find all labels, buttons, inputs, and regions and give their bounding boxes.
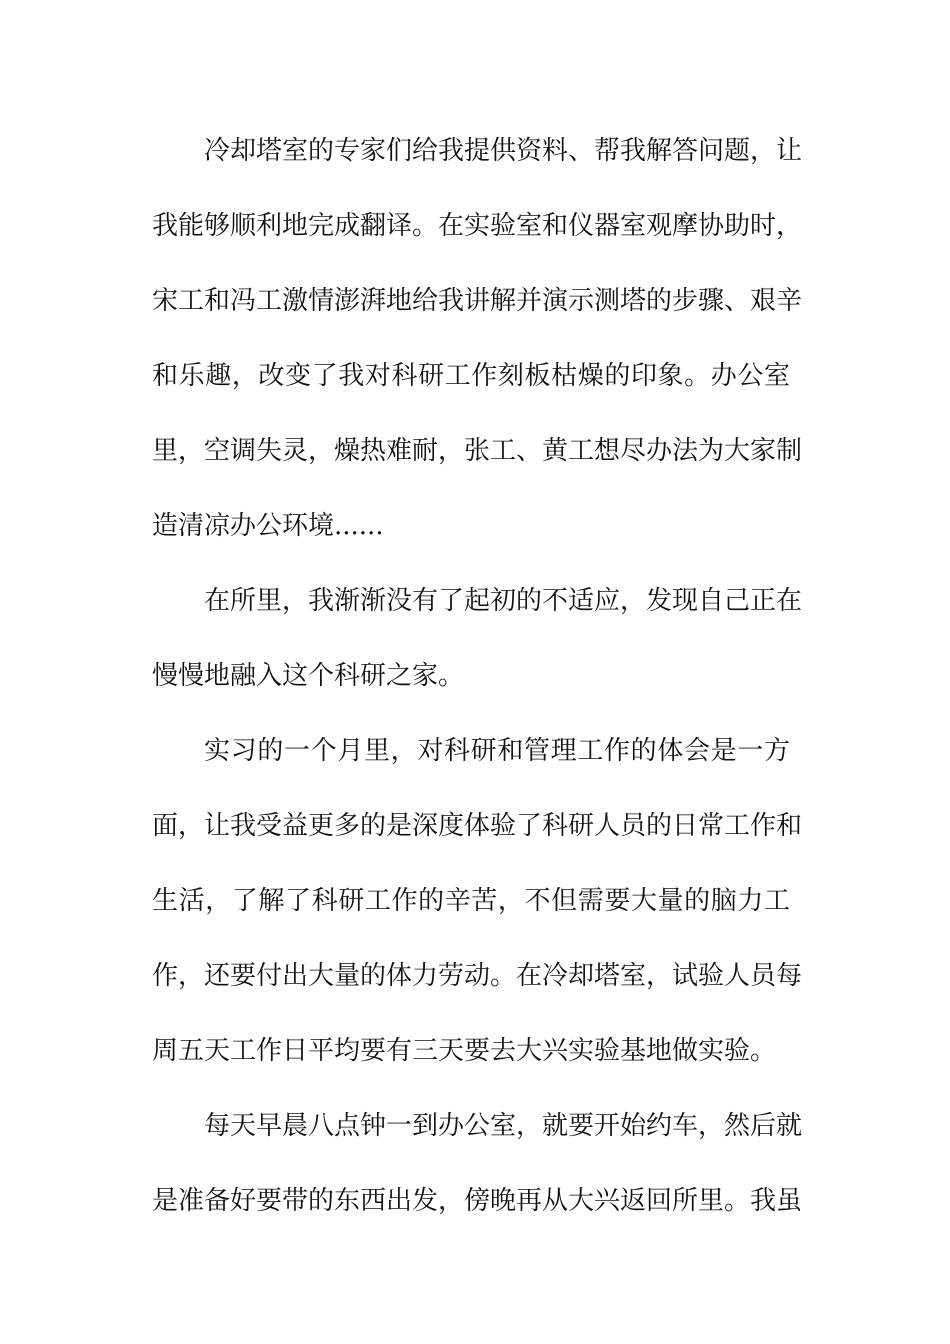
text-line: 实习的一个月里，对科研和管理工作的体会是一方 <box>204 736 790 766</box>
text-line: 在所里，我渐渐没有了起初的不适应，发现自己正在 <box>204 586 803 616</box>
text-line: 面，让我受益更多的是深度体验了科研人员的日常工作和 <box>152 811 803 841</box>
text-line: 作，还要付出大量的体力劳动。在冷却塔室，试验人员每 <box>152 961 803 991</box>
text-line: 周五天工作日平均要有三天要去大兴实验基地做实验。 <box>152 1036 777 1066</box>
text-line: 造清凉办公环境...... <box>152 511 384 541</box>
paragraph-3 <box>152 714 803 1089</box>
text-line: 是准备好要带的东西出发，傍晚再从大兴返回所里。我虽 <box>152 1186 803 1216</box>
text-line: 冷却塔室的专家们给我提供资料、帮我解答问题，让 <box>204 136 803 166</box>
text-line: 里，空调失灵，燥热难耐，张工、黄工想尽办法为大家制 <box>152 436 803 466</box>
text-line: 生活，了解了科研工作的辛苦，不但需要大量的脑力工 <box>152 886 790 916</box>
text-line: 我能够顺利地完成翻译。在实验室和仪器室观摩协助时， <box>152 211 803 241</box>
document-body <box>152 114 803 1239</box>
paragraph-4 <box>152 1089 803 1239</box>
text-line: 宋工和冯工激情澎湃地给我讲解并演示测塔的步骤、艰辛 <box>152 286 803 316</box>
paragraph-1 <box>152 114 803 564</box>
paragraph-2 <box>152 564 803 714</box>
text-line: 每天早晨八点钟一到办公室，就要开始约车，然后就 <box>204 1111 803 1141</box>
text-line: 慢慢地融入这个科研之家。 <box>152 661 465 691</box>
text-line: 和乐趣，改变了我对科研工作刻板枯燥的印象。办公室 <box>152 361 790 391</box>
